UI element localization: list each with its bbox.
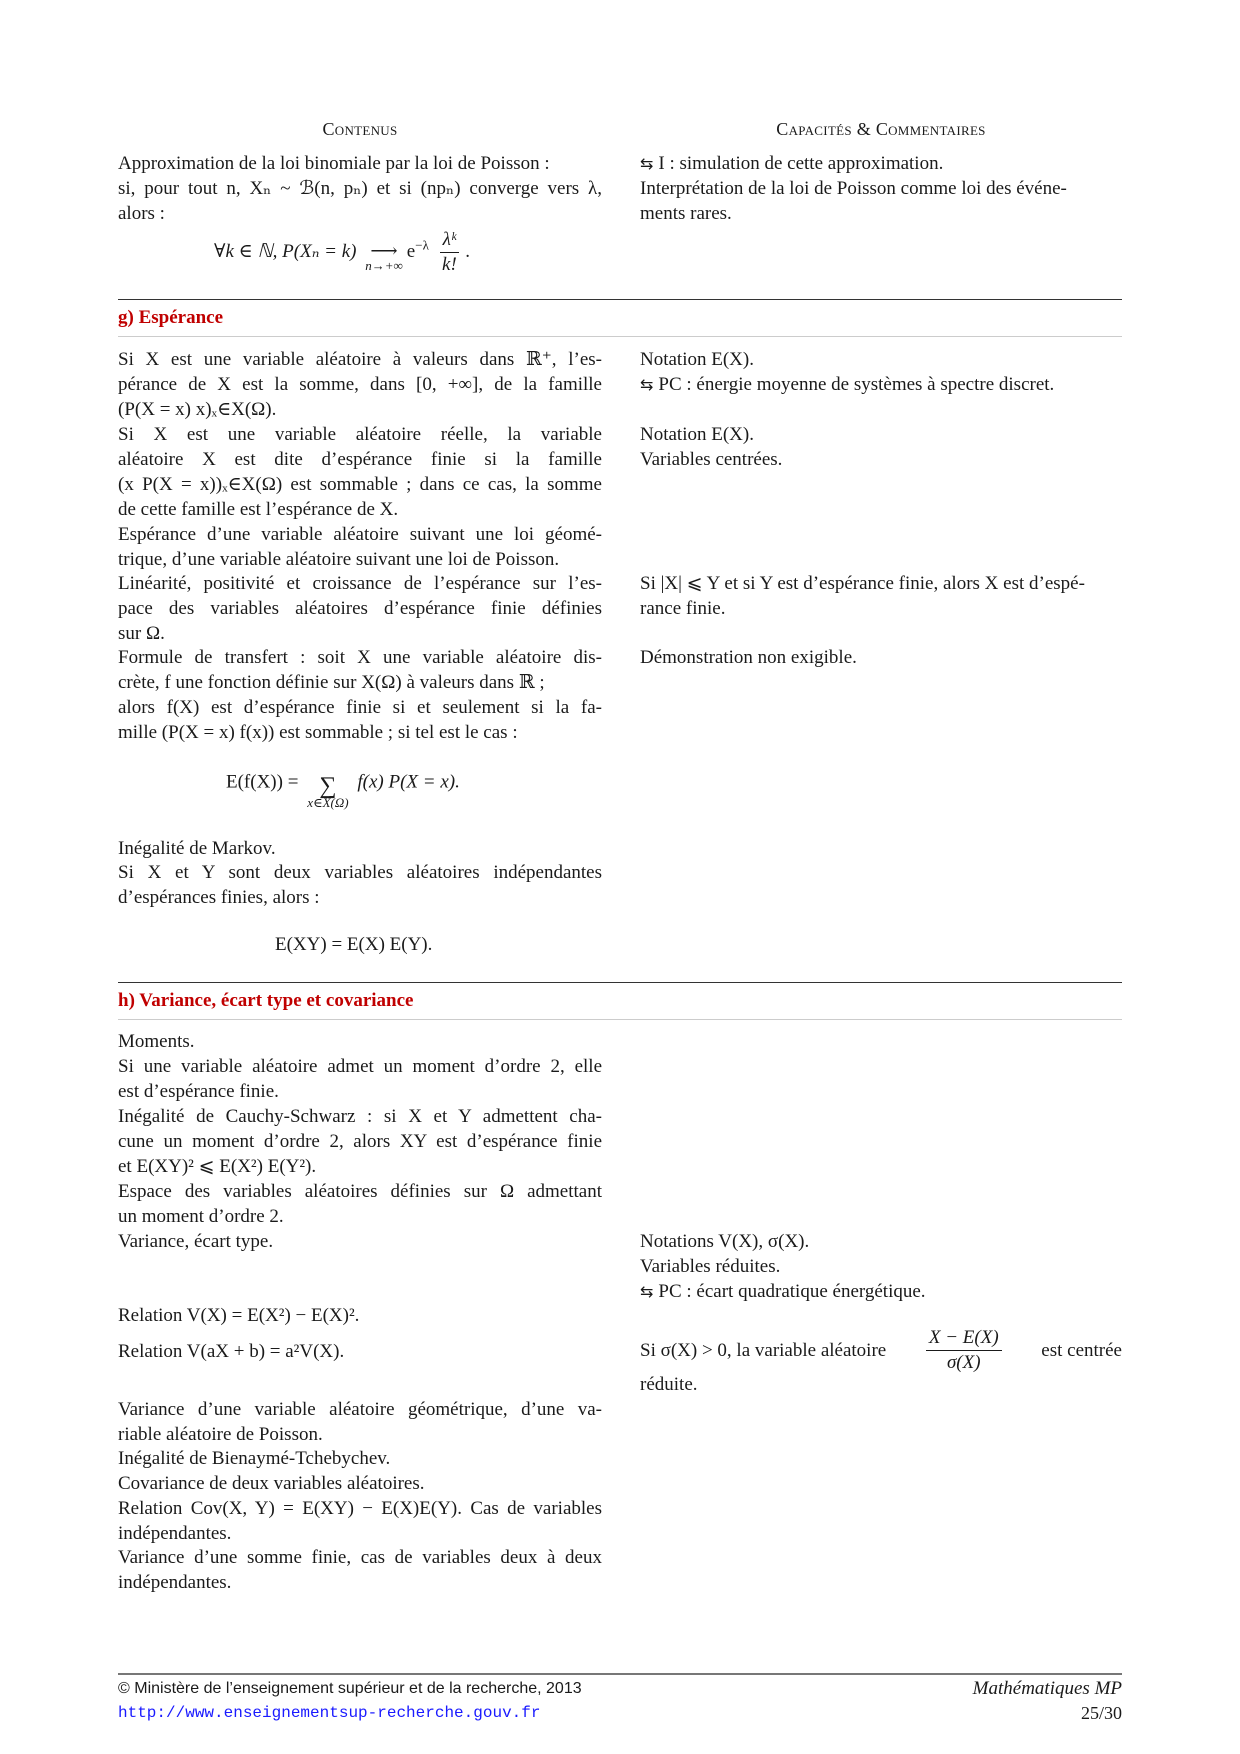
fraction <box>440 228 460 277</box>
sum <box>307 773 349 810</box>
text-line: aléatoire X est dite d’espérance finie si la famille <box>118 449 602 470</box>
text-line: mille (P(X = x) f(x)) est sommable ; si tel est le cas : <box>118 722 518 743</box>
arrow: ⟶ <box>370 240 398 262</box>
text-line <box>640 151 1124 176</box>
paragraph <box>118 347 602 422</box>
text-line: trique, d’une variable aléatoire suivant une loi de Poisson. <box>118 549 560 570</box>
paragraph <box>118 1446 602 1471</box>
text-line: (P(X = x) x)ₓ∈X(Ω). <box>118 399 277 420</box>
text-line: Approximation de la loi binomiale par la loi de Poisson : <box>118 153 550 174</box>
paragraph <box>118 1471 602 1496</box>
text-line: Notation E(X). <box>640 424 754 445</box>
reduced-fraction <box>926 1326 1002 1375</box>
section-title-variance: h) Variance, écart type et covariance <box>118 990 414 1011</box>
paragraph <box>118 645 602 745</box>
text-line: Si X est une variable aléatoire à valeurs dans ℝ⁺, l’es- <box>118 349 602 370</box>
section-subdivider <box>118 1019 1122 1020</box>
text-line: Variance d’une somme finie, cas de variables deux à deux <box>118 1547 602 1568</box>
paragraph <box>118 1496 602 1546</box>
paragraph <box>118 1054 602 1104</box>
intro-left-text <box>118 151 602 226</box>
text-line: et E(XY)² ⩽ E(X²) E(Y²). <box>118 1156 317 1177</box>
text-line: Si X et Y sont deux variables aléatoires indépendantes <box>118 862 602 883</box>
transfer-formula <box>226 766 460 810</box>
section-subdivider <box>118 336 1122 337</box>
text-line: Démonstration non exigible. <box>640 647 857 668</box>
text: I : simulation de cette approximation. <box>658 153 944 174</box>
text-line: Formule de transfert : soit X une variable aléatoire dis- <box>118 647 602 668</box>
paragraph <box>118 1339 602 1364</box>
paragraph <box>118 860 602 910</box>
text-line: de cette famille est l’espérance de X. <box>118 499 399 520</box>
text-line: Variables réduites. <box>640 1256 781 1277</box>
text-line: Relation Cov(X, Y) = E(XY) − E(X)E(Y). Cas de variables <box>118 1498 602 1519</box>
interaction-arrows-icon: ⇆ <box>640 1282 654 1301</box>
denominator: k! <box>442 254 457 275</box>
text-line: pace des variables aléatoires d’espérance finie définies <box>118 598 602 619</box>
footer-copyright: © Ministère de l’enseignement supérieur et de la recherche, 2013 <box>118 1680 582 1697</box>
text-line: Linéarité, positivité et croissance de l’espérance sur l’es- <box>118 573 602 594</box>
poisson-limit-formula <box>214 228 470 277</box>
text-line: Variables centrées. <box>640 449 783 470</box>
column-header-contenus: Contenus <box>322 119 398 139</box>
product-formula: E(XY) = E(X) E(Y). <box>275 934 433 955</box>
comment <box>640 347 1124 397</box>
paragraph <box>118 422 602 522</box>
reduced-text-end: réduite. <box>640 1374 698 1395</box>
comment <box>640 422 1124 472</box>
text-line: Interprétation de la loi de Poisson comme loi des événe- <box>640 178 1067 199</box>
paragraph <box>118 1179 602 1229</box>
text-line: (x P(X = x))ₓ∈X(Ω) est sommable ; dans ce cas, la somme <box>118 474 602 495</box>
text-line: Relation V(aX + b) = a²V(X). <box>118 1341 345 1362</box>
text-line: alors : <box>118 203 165 224</box>
paragraph <box>118 522 602 572</box>
reduced-text-before: Si σ(X) > 0, la variable aléatoire <box>640 1340 887 1361</box>
text-line: si, pour tout n, Xₙ ~ ℬ(n, pₙ) et si (npₙ) converge vers λ, <box>118 178 602 199</box>
text-line: Inégalité de Markov. <box>118 838 276 859</box>
limit-subscript: n→+∞ <box>365 257 403 273</box>
text-line <box>640 1279 1124 1304</box>
comment <box>640 571 1124 621</box>
text-line: Variance d’une variable aléatoire géométrique, d’une va- <box>118 1399 602 1420</box>
reduced-variable-line <box>640 1326 1122 1375</box>
paragraph <box>118 836 602 861</box>
paragraph <box>118 1303 602 1328</box>
sum-index: x∈X(Ω) <box>307 795 349 810</box>
comment <box>640 645 1124 670</box>
reduced-text-after: est centrée <box>1041 1340 1122 1361</box>
text-line: Si X est une variable aléatoire réelle, la variable <box>118 424 602 445</box>
section-title-esperance: g) Espérance <box>118 307 224 328</box>
text-line <box>640 372 1124 397</box>
exp: e <box>406 240 416 262</box>
text-line: Variance, écart type. <box>118 1231 274 1252</box>
text-line: Inégalité de Cauchy-Schwarz : si X et Y admettent cha- <box>118 1106 602 1127</box>
text-line: crète, f une fonction définie sur X(Ω) à valeurs dans ℝ ; <box>118 672 545 693</box>
text-line: Si |X| ⩽ Y et si Y est d’espérance finie, alors X est d’espé- <box>640 573 1085 594</box>
section-divider <box>118 299 1122 300</box>
text-line: d’espérances finies, alors : <box>118 887 320 908</box>
text: PC : écart quadratique énergétique. <box>658 1281 926 1302</box>
page-number: 25/30 <box>1080 1703 1122 1723</box>
text-line: cune un moment d’ordre 2, alors XY est d’espérance finie <box>118 1131 602 1152</box>
intro-right-text <box>640 151 1124 226</box>
paragraph <box>118 1104 602 1179</box>
text-line: sur Ω. <box>118 623 165 644</box>
interaction-arrows-icon: ⇆ <box>640 375 654 394</box>
formula-lhs: ∀k ∈ ℕ, P(Xₙ = k) <box>214 240 357 262</box>
exp-power: −λ <box>415 237 429 253</box>
paragraph <box>118 1029 602 1054</box>
text-line: alors f(X) est d’espérance finie si et seulement si la fa- <box>118 697 602 718</box>
text-line: indépendantes. <box>118 1572 232 1593</box>
column-header-capacites: Capacités & Commentaires <box>776 119 986 139</box>
limit-arrow <box>365 240 403 273</box>
text-line: rance finie. <box>640 598 726 619</box>
formula-rhs: f(x) P(X = x). <box>357 771 460 793</box>
numerator: X − E(X) <box>926 1326 1002 1351</box>
text-line: ments rares. <box>640 203 732 224</box>
interaction-arrows-icon: ⇆ <box>640 154 654 173</box>
paragraph <box>118 1229 602 1254</box>
text-line: indépendantes. <box>118 1523 232 1544</box>
paragraph <box>118 571 602 646</box>
period: . <box>465 240 470 262</box>
footer-divider <box>118 1673 1122 1675</box>
text-line: Inégalité de Bienaymé-Tchebychev. <box>118 1448 391 1469</box>
footer-url-link[interactable]: http://www.enseignementsup-recherche.gouv.fr <box>118 1704 541 1722</box>
numerator: λᵏ <box>440 228 460 253</box>
paragraph <box>118 1545 602 1595</box>
text-line: un moment d’ordre 2. <box>118 1206 284 1227</box>
text: PC : énergie moyenne de systèmes à spectre discret. <box>658 374 1055 395</box>
text-line: Si une variable aléatoire admet un moment d’ordre 2, elle <box>118 1056 602 1077</box>
text-line: est d’espérance finie. <box>118 1081 279 1102</box>
section-divider <box>118 982 1122 983</box>
text-line: Notations V(X), σ(X). <box>640 1231 810 1252</box>
text-line: Espérance d’une variable aléatoire suivant une loi géomé- <box>118 524 602 545</box>
text-line: pérance de X est la somme, dans [0, +∞], de la famille <box>118 374 602 395</box>
formula-lhs: E(f(X)) = <box>226 771 299 793</box>
paragraph <box>118 1397 602 1447</box>
text-line: Moments. <box>118 1031 195 1052</box>
text-line: Relation V(X) = E(X²) − E(X)². <box>118 1305 360 1326</box>
footer-subject: Mathématiques MP <box>972 1678 1122 1699</box>
text-line: Espace des variables aléatoires définies sur Ω admettant <box>118 1181 602 1202</box>
text-line: Covariance de deux variables aléatoires. <box>118 1473 425 1494</box>
text-line: Notation E(X). <box>640 349 754 370</box>
sum-symbol: ∑ <box>319 773 337 799</box>
denominator: σ(X) <box>946 1352 981 1373</box>
comment <box>640 1229 1124 1304</box>
text-line: riable aléatoire de Poisson. <box>118 1424 323 1445</box>
